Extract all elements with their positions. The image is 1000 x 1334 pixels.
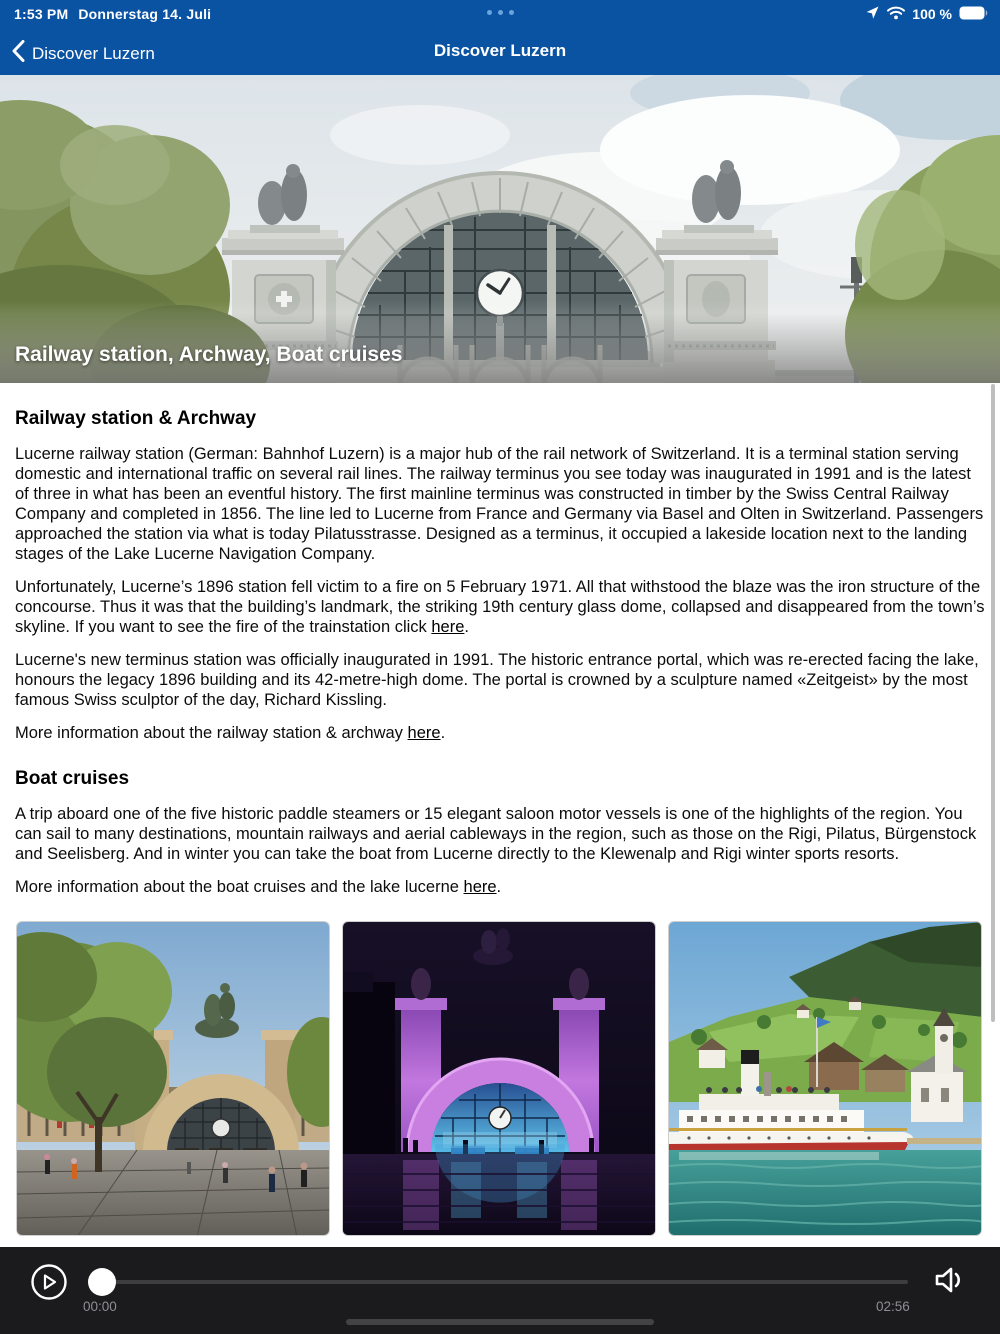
wifi-icon: [887, 6, 905, 23]
photo-gallery: [0, 910, 1000, 1236]
paragraph-text: .: [440, 724, 446, 742]
hero-archway-illustration: [0, 75, 1000, 383]
progress-track[interactable]: [102, 1280, 908, 1284]
volume-button[interactable]: [931, 1263, 969, 1297]
scrollbar-thumb[interactable]: [991, 384, 995, 1022]
paragraph-text: .: [496, 878, 502, 896]
status-right: [865, 5, 988, 23]
paragraph-railway-3: Lucerne's new terminus station was officially inaugurated in 1991. The historic entrance portal, which was re-erected facing the lake, honours the legacy 1896 building and its 42-metre-high dome. The portal is crowned by a sculpture named «Zeitgeist» by the most famous Swiss sculptor of the day, Richard Kissling.: [15, 651, 979, 709]
fire-here-link[interactable]: here: [431, 618, 465, 636]
battery-percent: 100 %: [912, 6, 952, 22]
hero-caption: Railway station, Archway, Boat cruises: [15, 343, 403, 366]
location-arrow-icon: [865, 5, 880, 23]
navigation-bar: [0, 28, 1000, 75]
home-indicator[interactable]: [346, 1319, 654, 1325]
paragraph-railway-2: [15, 577, 985, 637]
section-heading-railway: Railway station & Archway: [15, 408, 257, 429]
article-content: [0, 383, 1000, 1247]
paragraph-text: More information about the railway station & archway: [15, 724, 408, 742]
gallery-photo-steamer-lake[interactable]: [668, 921, 982, 1236]
status-date: Donnerstag 14. Juli: [78, 6, 212, 22]
paragraph-text: More information about the boat cruises and the lake lucerne: [15, 878, 464, 896]
hero-image: [0, 75, 1000, 383]
paragraph-text: .: [464, 618, 469, 636]
battery-icon: [959, 6, 988, 23]
progress-thumb[interactable]: [88, 1268, 116, 1296]
railway-more-here-link[interactable]: here: [407, 724, 441, 742]
paragraph-text: Unfortunately, Lucerne’s 1896 station fell victim to a fire on 5 February 1971. All that withstood the blaze was the iron structure of the concourse. Thus it was that the building’s landmark, the striking 19th century glass dome, collapsed and disappeared from the town’s skyline. If you want to see the fire of the trainstation click: [15, 578, 985, 636]
paragraph-railway-1: Lucerne railway station (German: Bahnhof Luzern) is a major hub of the rail network of Switzerland. It is a terminal station serving domestic and international traffic on several rail lines. The railway terminus you see today was inaugurated in 1991 and is the latest of three in what has been an eventful history. The first mainline terminus was constructed in timber by the Swiss Central Railway Company and completed in 1856. The line led to Lucerne from France and Germany via Basel and Olten in Switzerland. Passengers approached the station via what is today Pilatusstrasse. Designed as a terminus, it occupied a lakeside location next to the landing stages of the Lake Lucerne Navigation Company.: [15, 445, 984, 563]
duration-time: 02:56: [876, 1299, 910, 1314]
paragraph-boat-more: [15, 877, 985, 897]
page-title: Discover Luzern: [433, 41, 567, 60]
clock-time: 1:53 PM: [14, 6, 69, 22]
boat-more-here-link[interactable]: here: [463, 878, 497, 896]
status-bar: [0, 0, 1000, 28]
elapsed-time: 00:00: [83, 1299, 117, 1314]
play-button[interactable]: [30, 1263, 68, 1301]
audio-player-bar: [0, 1247, 1000, 1334]
paragraph-boat-1: A trip aboard one of the five historic paddle steamers or 15 elegant saloon motor vessels is one of the highlights of the region. You can sail to many destinations, mountain railways and aerial cableways in the region, such as those on the Rigi, Pilatus, Bürgenstock and Seelisberg. And in winter you can take the boat from Lucerne directly to the Klewenalp and Rigi winter sports resorts.: [15, 805, 977, 863]
gallery-photo-archway-day[interactable]: [16, 921, 330, 1236]
section-heading-boat: Boat cruises: [15, 768, 130, 789]
gallery-photo-archway-night[interactable]: [342, 921, 656, 1236]
back-button-label: Discover Luzern: [32, 43, 155, 63]
paragraph-railway-more: [15, 723, 985, 743]
multitasking-dots-icon: [0, 10, 1000, 18]
